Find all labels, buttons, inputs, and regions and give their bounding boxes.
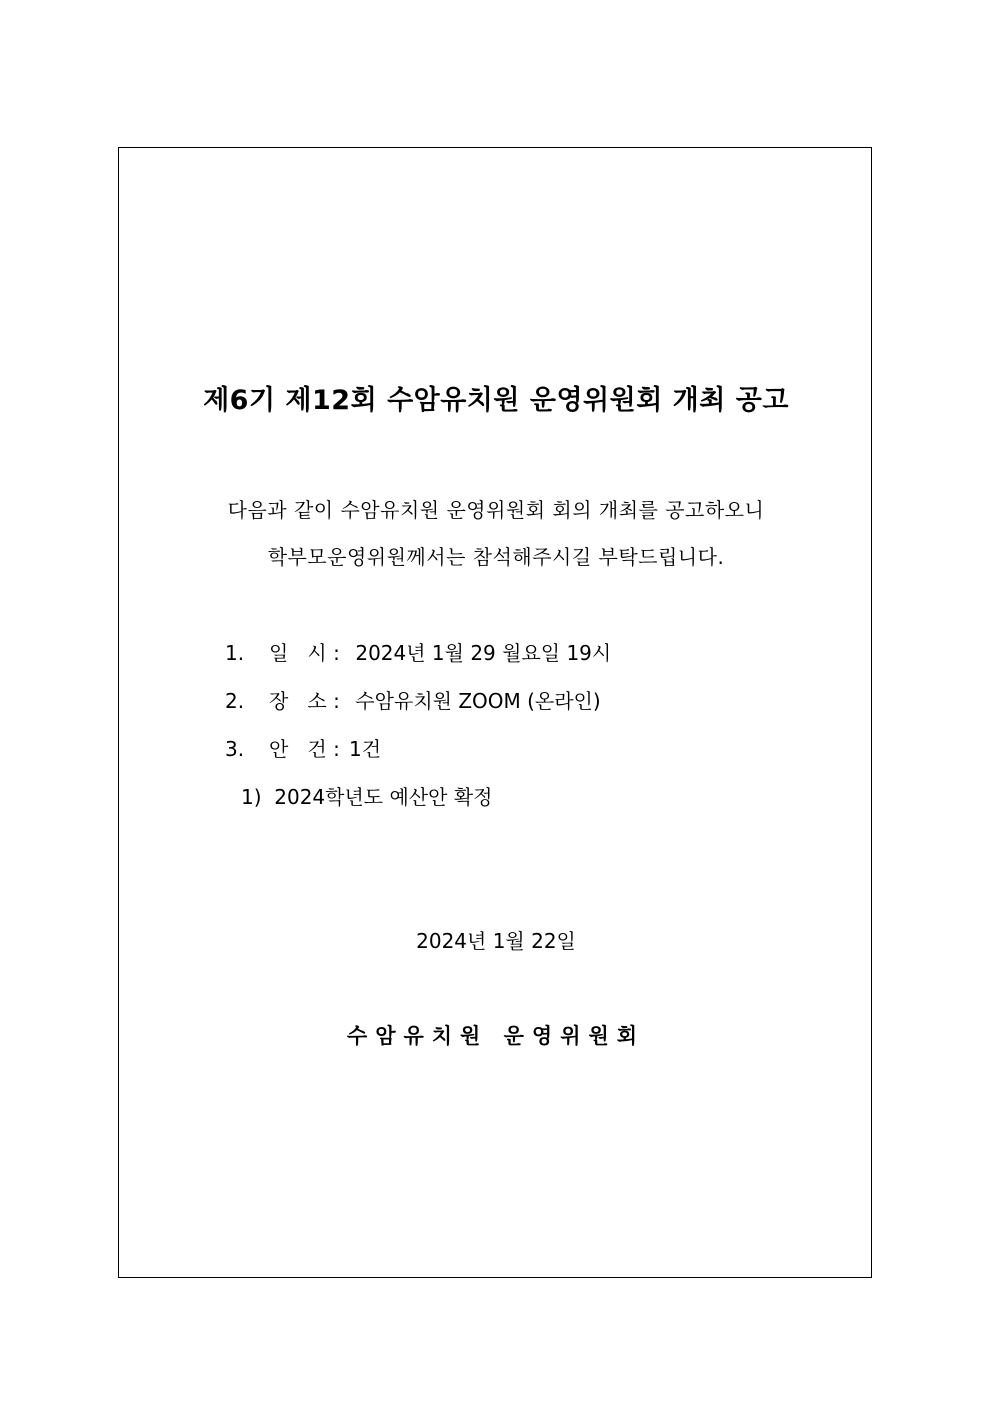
notice-title: 제6기 제12회 수암유치원 운영위원회 개최 공고	[203, 385, 789, 416]
item-value: 수암유치원 ZOOM (온라인)	[349, 689, 601, 713]
item-label: 안 건 :	[269, 737, 340, 761]
item-label: 장 소 :	[269, 689, 340, 713]
intro-line-1: 다음과 같이 수암유치원 운영위원회 회의 개최를 공고하오니	[227, 498, 765, 522]
agenda-item-place	[225, 685, 601, 714]
item-label: 일 시 :	[269, 641, 340, 665]
item-value: 2024년 1월 29 월요일 19시	[349, 641, 612, 665]
agenda-item-agenda	[225, 733, 381, 762]
item-number: 1.	[225, 641, 245, 665]
item-value: 1건	[349, 737, 382, 761]
item-number: 2.	[225, 689, 245, 713]
intro-line-2: 학부모운영위원께서는 참석해주시길 부탁드립니다.	[267, 545, 725, 569]
agenda-item-datetime	[225, 637, 611, 666]
organization-name: 수암유치원 운영위원회	[346, 1024, 646, 1048]
notice-date: 2024년 1월 22일	[416, 929, 576, 953]
item-number: 3.	[225, 737, 245, 761]
agenda-sub-item: 1) 2024학년도 예산안 확정	[241, 785, 493, 809]
